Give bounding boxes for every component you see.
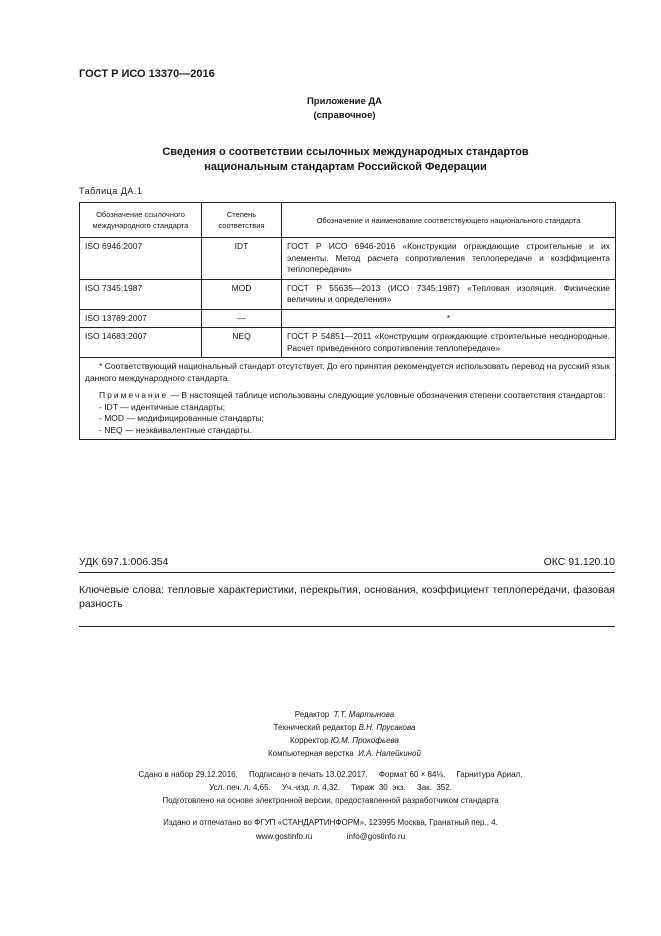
table-header-row: [80, 203, 616, 238]
credit-role: Корректор: [290, 736, 329, 745]
correspondence-table: [79, 202, 616, 440]
udk-code: УДК 697.1:006.354: [79, 556, 169, 568]
divider: [79, 626, 615, 627]
cell-standard: ISO 14683:2007: [80, 328, 202, 358]
credit-role: Редактор: [294, 710, 330, 719]
table-notes: [80, 358, 616, 440]
note-item: - IDT — идентичные стандарты;: [99, 401, 226, 412]
cell-national: *: [282, 309, 616, 328]
imprint-sheet-details: Усл. печ. л. 4,65. Уч.-изд. л. 4,32. Тираж 30 экз. Зак. 352.: [209, 783, 452, 792]
imprint-print-details: Сдано в набор 29.12.2016. Подписано в печать 13.02.2017. Формат 60 × 84⅛. Гарнитура Ариал.: [138, 770, 523, 779]
cell-degree: IDT: [202, 238, 282, 280]
cell-standard: ISO 13789:2007: [80, 309, 202, 328]
email-link[interactable]: info@gostinfo.ru: [346, 832, 406, 841]
note-item: - MOD — модифицированные стандарты;: [99, 413, 264, 423]
cell-standard: ISO 6946:2007: [80, 238, 202, 280]
cell-standard: ISO 7345:1987: [80, 279, 202, 309]
note-text: — В настоящей таблице использованы следующие условные обозначения степени соответствия стандартов:: [168, 390, 606, 400]
cell-national: ГОСТ Р 54851—2011 «Конструкции ограждающие строительные неоднородные. Расчет приведенного сопротивления теплопередаче»: [282, 328, 616, 358]
cell-national: ГОСТ Р ИСО 6946-2016 «Конструкции ограждающие строительные и их элементы. Метод расчета сопротивления теплопередаче и коэффициента теплопередачи»: [282, 238, 616, 280]
appendix-title: Приложение ДА: [306, 96, 383, 107]
appendix-subtitle: (справочное): [313, 110, 376, 121]
keywords: Ключевые слова: тепловые характеристики, перекрытия, основания, коэффициент теплопередачи, фазовая разность: [79, 584, 615, 610]
table-note: [85, 390, 610, 402]
header-degree: Степень соответствия: [202, 203, 282, 238]
section-title-line1: Сведения о соответствии ссылочных международных стандартов: [162, 146, 529, 158]
credit-name: И.А. Налейкиной: [358, 749, 421, 758]
credit-role: Технический редактор: [273, 723, 357, 732]
imprint-contacts: [0, 832, 661, 841]
imprint-publisher: Издано и отпечатано во ФГУП «СТАНДАРТИНФОРМ», 123995 Москва, Гранатный пер., 4.: [163, 818, 498, 827]
table-row: [80, 328, 616, 358]
cell-national: ГОСТ Р 55635—2013 (ИСО 7345:1987) «Тепловая изоляция. Физические величины и определения»: [282, 279, 616, 309]
cell-degree: MOD: [202, 279, 282, 309]
table-notes-row: [80, 358, 616, 440]
header-national-standard: Обозначение и наименование соответствующего национального стандарта: [282, 203, 616, 238]
credit-line: [14, 708, 661, 721]
table-label: Таблица ДА.1: [79, 186, 143, 196]
credit-name: В.Н. Прусакова: [358, 723, 416, 732]
divider: [79, 572, 615, 573]
credit-line: [14, 734, 661, 747]
credit-role: Компьютерная верстка: [268, 749, 354, 758]
table-row: [80, 238, 616, 280]
document-code: ГОСТ Р ИСО 13370—2016: [79, 68, 215, 80]
note-label: Примечание: [99, 390, 169, 400]
credits-block: [14, 708, 661, 760]
credit-name: Ю.М. Прокофьева: [330, 736, 399, 745]
section-title-line2: национальным стандартам Российской Федерации: [204, 161, 487, 173]
oks-code: ОКС 91.120.10: [543, 556, 615, 568]
website-link[interactable]: www.gostinfo.ru: [255, 832, 313, 841]
header-international-standard: Обозначение ссылочного международного стандарта: [80, 203, 202, 238]
cell-degree: —: [202, 309, 282, 328]
credit-name: Т.Т. Мартынова: [333, 710, 395, 719]
credit-line: [14, 721, 661, 734]
credit-line: [14, 747, 661, 760]
cell-degree: NEQ: [202, 328, 282, 358]
table-row: [80, 309, 616, 328]
note-item: - NEQ — неэквивалентные стандарты.: [99, 424, 252, 435]
imprint-source-note: Подготовлено на основе электронной версии, предоставленной разработчиком стандарта: [162, 796, 499, 805]
table-footnote: * Соответствующий национальный стандарт отсутствует. До его принятия рекомендуется использовать перевод на русский язык данного международного стандарта.: [85, 361, 610, 383]
table-row: [80, 279, 616, 309]
